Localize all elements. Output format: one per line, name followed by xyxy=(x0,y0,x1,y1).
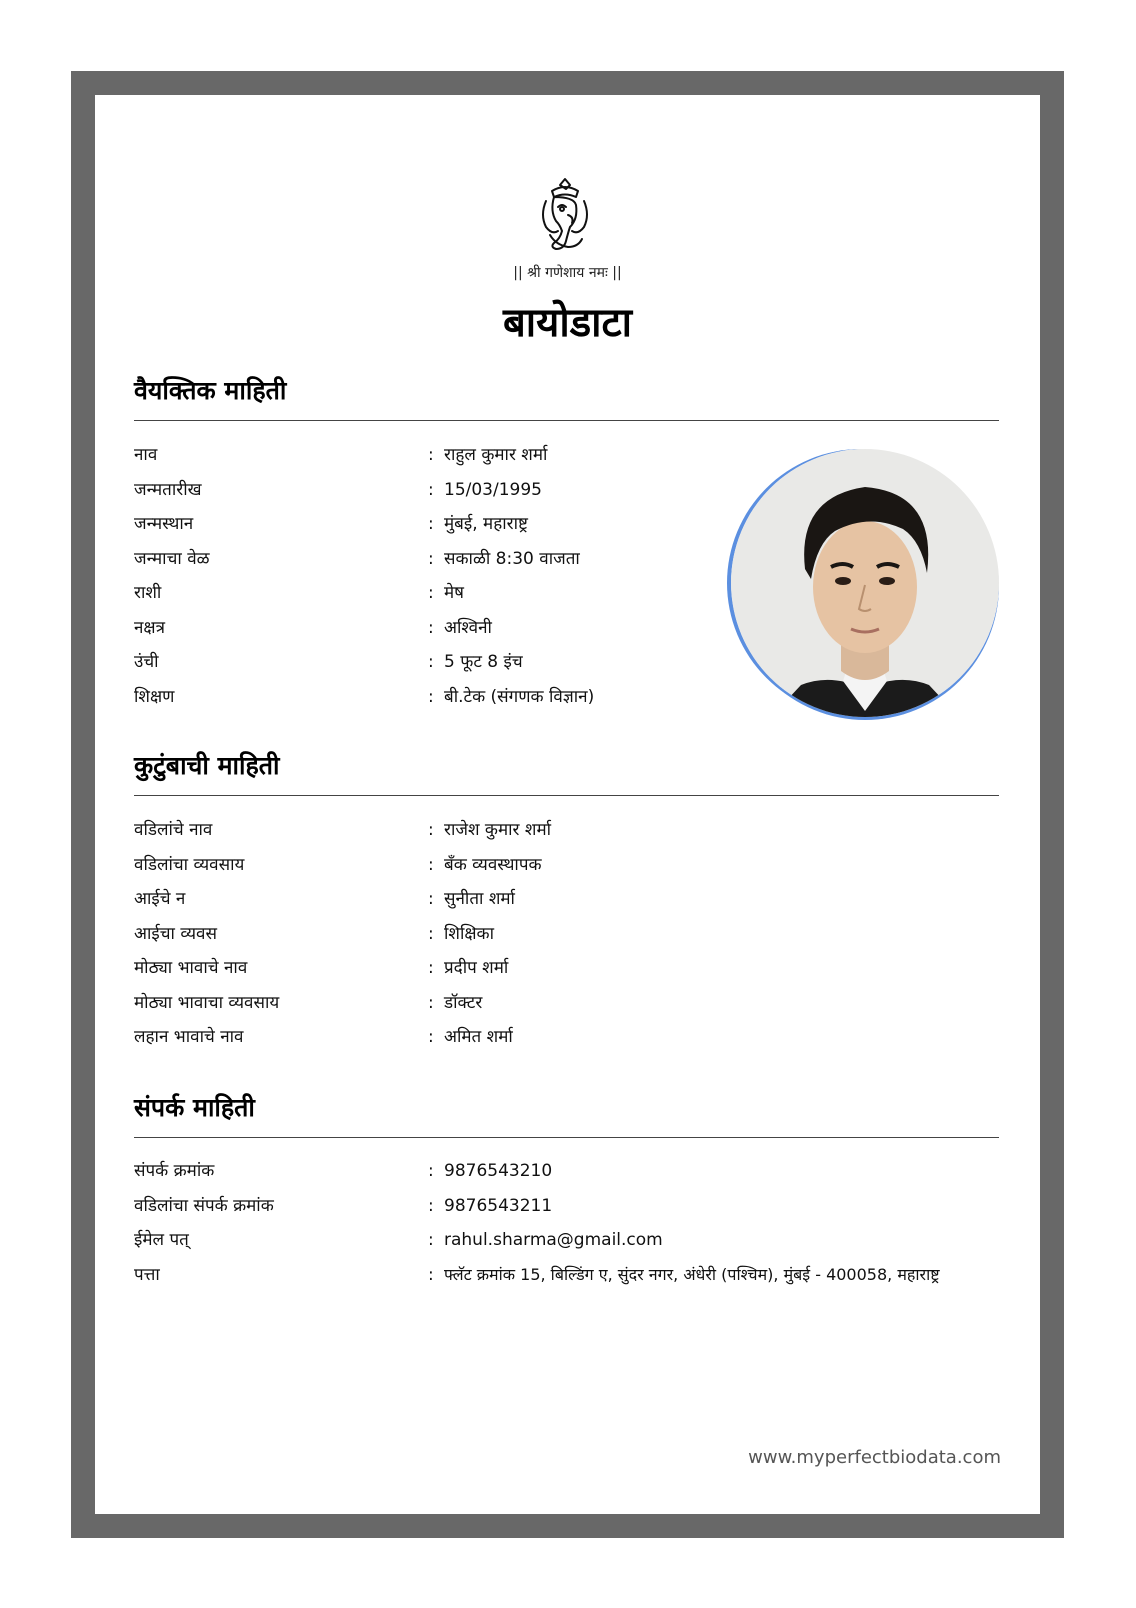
detail-value: डॉक्टर xyxy=(444,992,483,1013)
detail-label: राशी xyxy=(134,583,162,603)
detail-row xyxy=(134,1229,1014,1264)
detail-label: उंची xyxy=(134,652,159,672)
separator: : xyxy=(428,548,434,569)
separator: : xyxy=(428,854,434,875)
detail-label: आईचा व्यवस xyxy=(134,923,217,944)
section-divider xyxy=(134,420,999,421)
detail-label: नाव xyxy=(134,445,158,465)
detail-label: जन्मस्थान xyxy=(134,514,194,534)
detail-value: मुंबई, महाराष्ट्र xyxy=(444,514,528,534)
section-heading-contact: संपर्क माहिती xyxy=(134,1093,255,1122)
detail-label: जन्मतारीख xyxy=(134,479,202,500)
detail-value: मेष xyxy=(444,583,464,603)
page-title: बायोडाटा xyxy=(502,300,633,346)
detail-label: वडिलांचे नाव xyxy=(134,820,213,840)
separator: : xyxy=(428,958,434,978)
detail-row xyxy=(134,957,1014,992)
separator: : xyxy=(428,583,434,603)
detail-row xyxy=(134,854,1014,889)
email-value: rahul.sharma@gmail.com xyxy=(444,1230,663,1250)
detail-label: मोठ्या भावाचा व्यवसाय xyxy=(134,992,280,1013)
biodata-sheet xyxy=(95,95,1040,1514)
detail-row xyxy=(134,1026,1014,1061)
section-divider xyxy=(134,1137,999,1138)
section-heading-family: कुटुंबाची माहिती xyxy=(134,751,280,780)
section-divider xyxy=(134,795,999,796)
detail-label: संपर्क क्रमांक xyxy=(134,1161,215,1181)
address-value: फ्लॅट क्रमांक 15, बिल्डिंग ए, सुंदर नगर, अंधेरी (पश्चिम), मुंबई - 400058, महाराष्ट्र xyxy=(444,1264,940,1284)
footer-website: www.myperfectbiodata.com xyxy=(748,1447,1001,1468)
profile-photo xyxy=(731,449,999,717)
separator: : xyxy=(428,992,434,1013)
detail-label: वडिलांचा संपर्क क्रमांक xyxy=(134,1195,274,1216)
detail-row xyxy=(134,992,1014,1027)
separator: : xyxy=(428,889,434,909)
detail-label: शिक्षण xyxy=(134,686,175,707)
separator: : xyxy=(428,1230,434,1250)
detail-value: बँक व्यवस्थापक xyxy=(444,854,542,875)
detail-label: ईमेल पत् xyxy=(134,1230,189,1250)
separator: : xyxy=(428,445,434,465)
detail-value: शिक्षिका xyxy=(444,923,495,944)
detail-value: प्रदीप शर्मा xyxy=(444,958,509,978)
detail-value: 9876543211 xyxy=(444,1195,553,1216)
section-heading-personal: वैयक्तिक माहिती xyxy=(134,376,287,405)
detail-value: राहुल कुमार शर्मा xyxy=(444,445,548,465)
detail-value: 15/03/1995 xyxy=(444,479,542,500)
ganesha-icon xyxy=(532,175,598,255)
separator: : xyxy=(428,686,434,707)
detail-row xyxy=(134,819,1014,854)
detail-label: नक्षत्र xyxy=(134,617,166,638)
separator: : xyxy=(428,923,434,944)
detail-label: वडिलांचा व्यवसाय xyxy=(134,854,245,875)
detail-value: अश्विनी xyxy=(444,617,492,638)
contact-details-list xyxy=(134,1160,1014,1298)
separator: : xyxy=(428,514,434,534)
detail-value: 9876543210 xyxy=(444,1161,553,1181)
detail-label: जन्माचा वेळ xyxy=(134,548,210,569)
separator: : xyxy=(428,652,434,672)
detail-row xyxy=(134,1264,1014,1299)
family-details-list xyxy=(134,819,1014,1061)
detail-row xyxy=(134,1195,1014,1230)
detail-value: बी.टेक (संगणक विज्ञान) xyxy=(444,686,595,707)
detail-value: अमित शर्मा xyxy=(444,1027,513,1047)
separator: : xyxy=(428,1161,434,1181)
detail-value: सकाळी 8:30 वाजता xyxy=(444,548,580,569)
separator: : xyxy=(428,479,434,500)
detail-row xyxy=(134,1160,1014,1195)
separator: : xyxy=(428,617,434,638)
detail-value: राजेश कुमार शर्मा xyxy=(444,820,552,840)
detail-label: पत्ता xyxy=(134,1264,160,1285)
detail-value: 5 फूट 8 इंच xyxy=(444,652,523,672)
separator: : xyxy=(428,820,434,840)
invocation-text: || श्री गणेशाय नमः || xyxy=(513,265,622,281)
detail-row xyxy=(134,888,1014,923)
detail-label: लहान भावाचे नाव xyxy=(134,1027,244,1047)
separator: : xyxy=(428,1264,434,1285)
detail-label: आईचे न xyxy=(134,889,186,909)
page-border xyxy=(71,71,1064,1538)
detail-value: सुनीता शर्मा xyxy=(444,889,515,909)
detail-label: मोठ्या भावाचे नाव xyxy=(134,958,248,978)
separator: : xyxy=(428,1027,434,1047)
separator: : xyxy=(428,1195,434,1216)
detail-row xyxy=(134,923,1014,958)
